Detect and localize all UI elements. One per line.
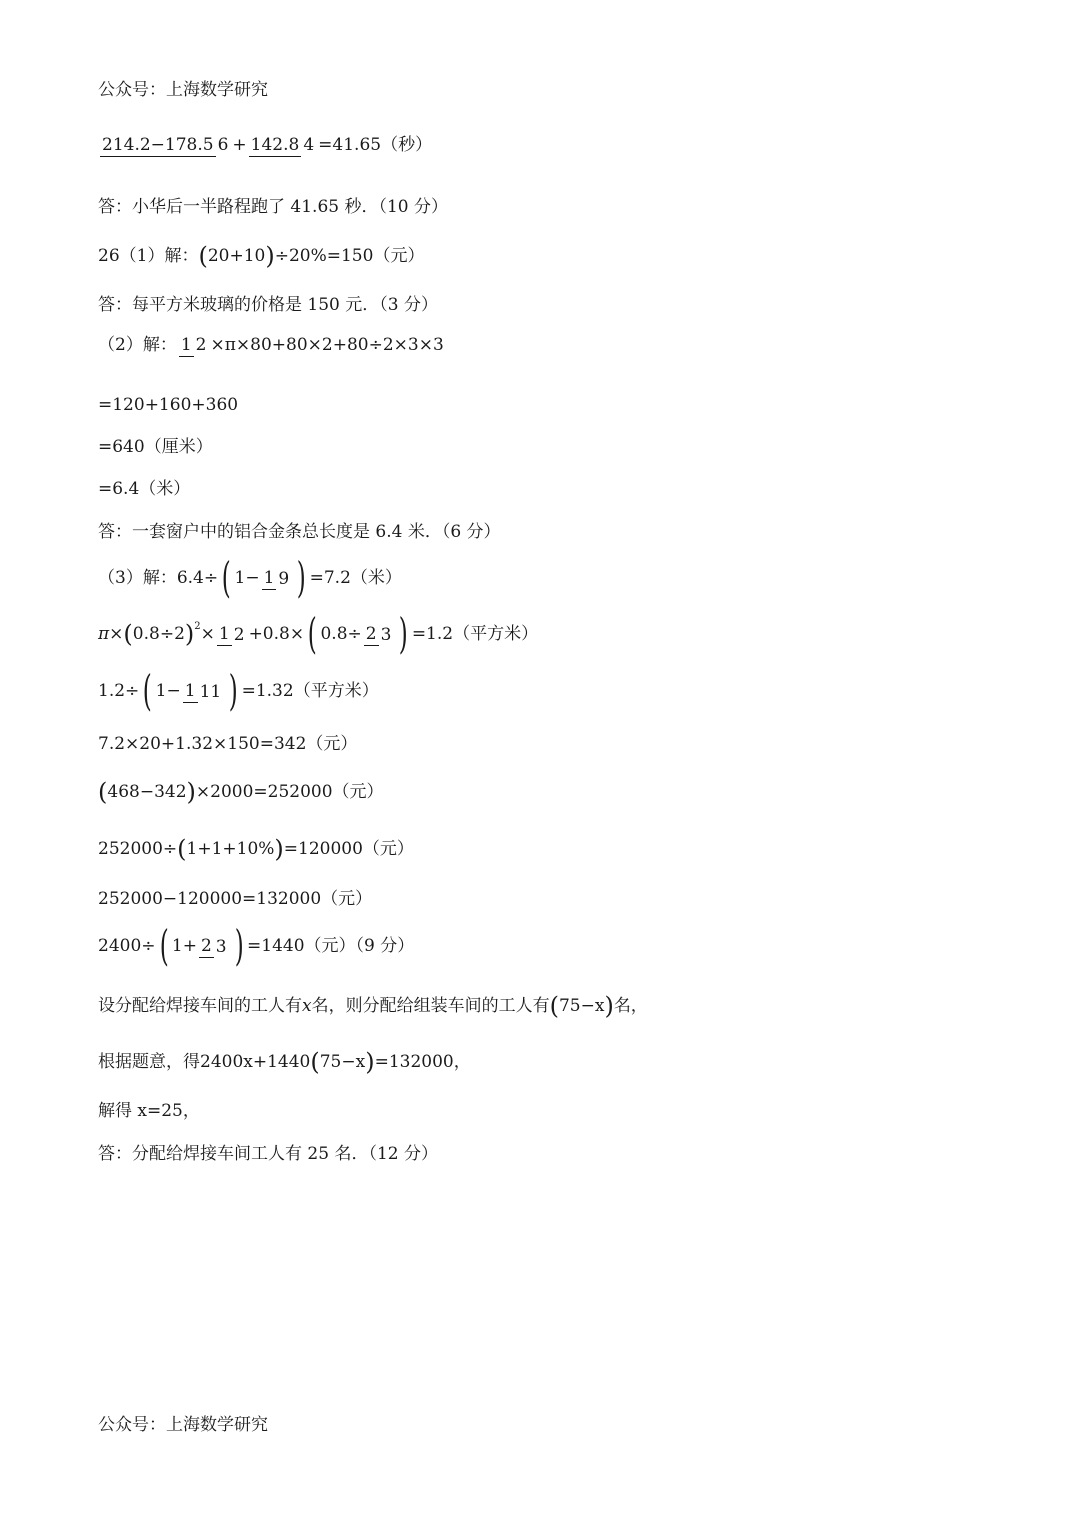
step-line-4: π×(0.8÷2)2× 1 2 +0.8×( 0.8÷ 2 3 ) =1.2（平方米） — [98, 609, 539, 658]
fraction-1: 214.2−178.5 6 — [102, 134, 229, 155]
step-line-8: 252000÷(1+1+10%)=120000（元） — [98, 834, 414, 863]
solution-26-2: （2）解： 1 2 ×π×80+80×2+80÷2×3×3 — [98, 334, 444, 355]
solution-26-3: （3）解：6.4÷( 1− 1 9 ) =7.2（米） — [98, 553, 402, 602]
footer-text: 公众号：上海数学研究 — [98, 1415, 268, 1435]
equation-line-1: 214.2−178.5 6 + 142.8 4 =41.65（秒） — [102, 134, 433, 155]
solve-line: 解得 x=25， — [98, 1101, 200, 1121]
solution-26-1: 26（1）解：(20+10)÷20%=150（元） — [98, 241, 425, 270]
step-line-5: 1.2÷( 1− 1 11 ) =1.32（平方米） — [98, 666, 379, 715]
equation-line-2: 根据题意，得2400x+1440(75−x)=132000， — [98, 1047, 471, 1076]
step-line-6: 7.2×20+1.32×150=342（元） — [98, 734, 358, 754]
fraction-2: 142.8 4 — [250, 134, 315, 155]
answer-line-3: 答：一套窗户中的铝合金条总长度是 6.4 米．（6 分） — [98, 522, 501, 542]
step-line-2: =640（厘米） — [98, 437, 213, 457]
answer-line-4: 答：分配给焊接车间工人有 25 名．（12 分） — [98, 1144, 438, 1164]
step-line-10: 2400÷( 1+ 2 3 ) =1440（元）（9 分） — [98, 921, 415, 970]
answer-line-1: 答：小华后一半路程跑了 41.65 秒．（10 分） — [98, 197, 449, 217]
setup-line: 设分配给焊接车间的工人有x名，则分配给组装车间的工人有(75−x)名， — [98, 991, 648, 1020]
answer-line-2: 答：每平方米玻璃的价格是 150 元．（3 分） — [98, 295, 438, 315]
step-line-3: =6.4（米） — [98, 479, 191, 499]
header-text: 公众号：上海数学研究 — [98, 80, 268, 100]
step-line-7: (468−342)×2000=252000（元） — [98, 777, 384, 806]
step-line-9: 252000−120000=132000（元） — [98, 889, 373, 909]
step-line-1: =120+160+360 — [98, 395, 239, 415]
